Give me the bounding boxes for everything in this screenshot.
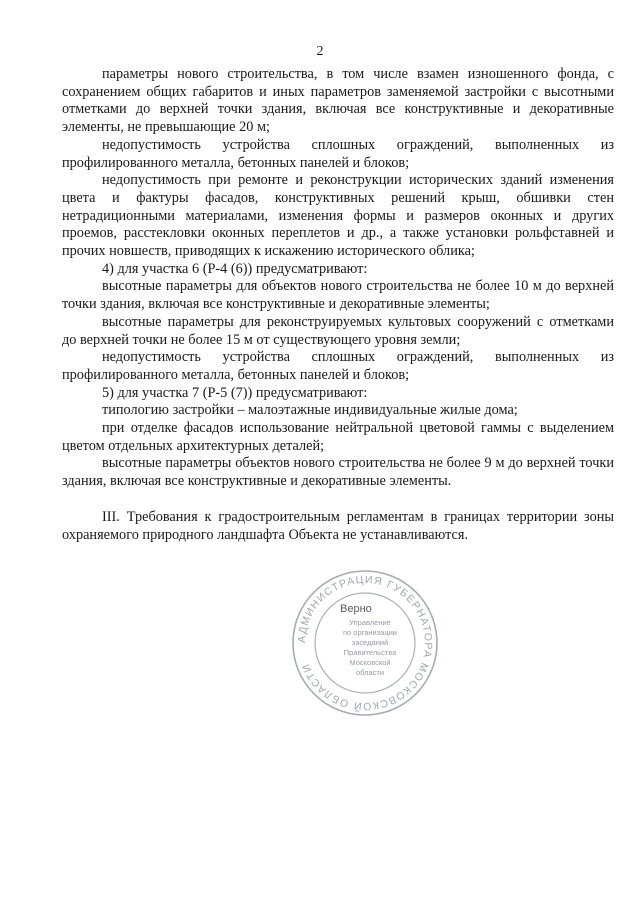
paragraph: высотные параметры для реконструируемых культовых сооружений с отметками до верхней точки не более 15 м от существующего уровня земли; xyxy=(62,313,614,348)
official-stamp xyxy=(290,568,440,718)
paragraph: 5) для участка 7 (Р-5 (7)) предусматривают: xyxy=(102,384,368,401)
paragraph: недопустимость при ремонте и реконструкции исторических зданий изменения цвета и фактуры фасадов, конструктивных решений крыш, обшивки стен нетрадиционными материалами, изменения формы и размеров оконных и других проемов, расстекловки оконных переплетов и др., а также установки рольфставней и прочих новшеств, приводящих к искажению исторического облика; xyxy=(62,172,614,260)
stamp-inner-line: заседаний xyxy=(351,638,389,647)
page-number: 2 xyxy=(316,44,324,59)
paragraph: при отделке фасадов использование нейтральной цветовой гаммы с выделением цветом отдельных архитектурных деталей; xyxy=(62,420,614,454)
stamp-inner-line: Московской xyxy=(349,658,391,667)
stamp-inner-line: по организации xyxy=(342,628,398,637)
stamp-inner-line: Правительства xyxy=(343,648,397,657)
section-spacer xyxy=(62,491,614,509)
paragraph: параметры нового строительства, в том числе взамен изношенного фонда, с сохранением общих габаритов и иных параметров заменяемой застройки с высотными отметками до верхней точки здания, включая все конструктивные и декоративные элементы, не превышающие 20 м; xyxy=(62,66,614,136)
stamp-seal xyxy=(290,568,440,718)
section-iii-paragraph: III. Требования к градостроительным регламентам в границах территории зоны охраняемого природного ландшафта Объекта не устанавливаются. xyxy=(62,508,614,543)
paragraph: 4) для участка 6 (Р-4 (6)) предусматривают: xyxy=(102,260,368,277)
paragraph: недопустимость устройства сплошных ограждений, выполненных из профилированного металла, бетонных панелей и блоков; xyxy=(62,136,614,171)
stamp-inner-line: области xyxy=(355,668,385,677)
document-body xyxy=(62,66,614,544)
paragraph: типологию застройки – малоэтажные индивидуальные жилые дома; xyxy=(102,402,518,419)
paragraph: высотные параметры объектов нового строительства не более 9 м до верхней точки здания, включая все конструктивные и декоративные элементы. xyxy=(62,455,614,490)
paragraph: высотные параметры для объектов нового строительства не более 10 м до верхней точки здания, включая все конструктивные и декоративные элементы; xyxy=(62,278,614,313)
paragraph: недопустимость устройства сплошных ограждений, выполненных из профилированного металла, бетонных панелей и блоков; xyxy=(62,349,614,383)
stamp-verno: Верно xyxy=(340,603,372,615)
stamp-ring-text: АДМИНИСТРАЦИЯ ГУБЕРНАТОРА МОСКОВСКОЙ ОБЛАСТИ xyxy=(295,573,435,713)
stamp-inner-line: Управление xyxy=(349,618,391,627)
